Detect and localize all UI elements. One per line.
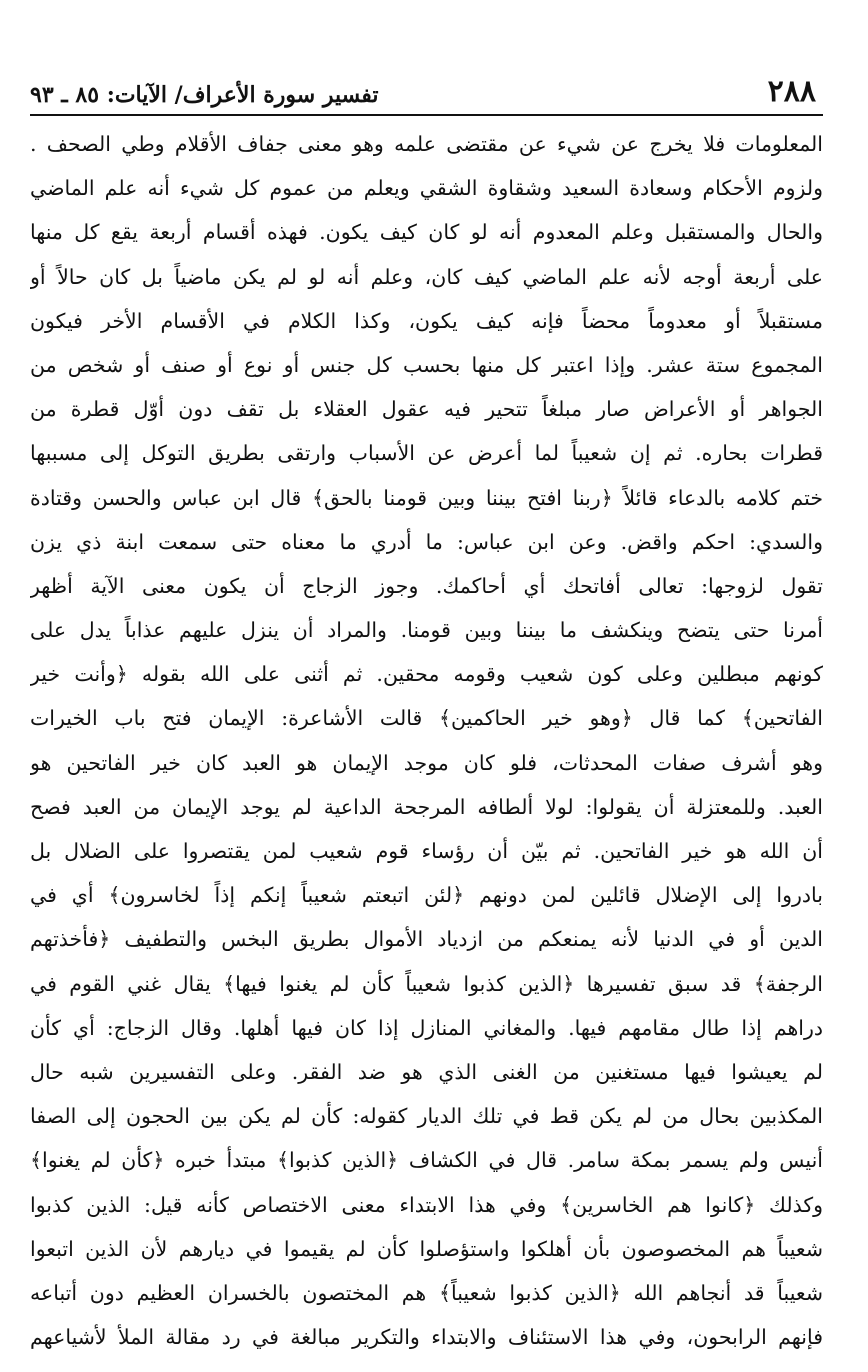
text-line: شعيباً قد أنجاهم الله ﴿الذين كذبوا شعيباً﴾ هم المختصون بالخسران العظيم دون أتباعه [30,1280,823,1305]
running-header [30,70,816,110]
text-line: تقول لزوجها: تعالى أفاتحك أي أحاكمك. وجوز الزجاج أن يكون معنى الآية أظهر [30,573,823,598]
text-line: المعلومات فلا يخرج عن شيء عن مقتضى علمه وهو معنى جفاف الأقلام وطي الصحف . [30,132,823,156]
text-line: المكذبين بحال من لم يكن قط في تلك الديار كقوله: كأن لم يكن بين الحجون إلى الصفا [30,1104,823,1129]
text-line: مستقبلاً أو معدوماً محضاً فإنه كيف يكون، وكذا الكلام في الأقسام الأخر فيكون [30,308,823,333]
text-line: كونهم مبطلين وعلى كون شعيب وقومه محقين. ثم أثنى على الله بقوله ﴿وأنت خير [30,662,823,687]
text-line: قطرات بحاره. ثم إن شعيباً لما أعرض عن الأسباب وارتقى بطريق التوكل إلى مسببها [30,441,823,466]
text-line: دراهم إذا طال مقامهم فيها. والمغاني المنازل إذا كان فيها أهلها. وقال الزجاج: أي كأن [30,1015,823,1040]
text-line: وكذلك ﴿كانوا هم الخاسرين﴾ وفي هذا الابتداء معنى الاختصاص كأنه قيل: الذين كذبوا [30,1192,823,1217]
text-line: على أربعة أوجه لأنه علم الماضي كيف كان، وعلم أنه لو لم يكن ماضياً بل كان حالاً أو [30,264,823,289]
text-line: فإنهم الرابحون، وفي هذا الاستئناف والابتداء والتكرير مبالغة في رد مقالة الملأ لأشياعهم [30,1325,823,1350]
text-line: والسدي: احكم واقض. وعن ابن عباس: ما أدري ما معناه حتى سمعت ابنة ذي يزن [30,529,823,554]
text-line: أنيس ولم يسمر بمكة سامر. قال في الكشاف ﴿الذين كذبوا﴾ مبتدأ خبره ﴿كأن لم يغنوا﴾ [30,1148,823,1173]
text-line: الجواهر أو الأعراض صار مبلغاً تتحير فيه عقول العقلاء بل تقف دون أوّل قطرة من [30,397,823,422]
text-line: ولزوم الأحكام وسعادة السعيد وشقاوة الشقي ويعلم من عموم كل شيء أنه علم الماضي [30,176,823,201]
text-line: أن الله هو خير الفاتحين. ثم بيّن أن رؤساء قوم شعيب لمن يقتصروا على الضلال بل [30,839,823,863]
text-line: الفاتحين﴾ كما قال ﴿وهو خير الحاكمين﴾ قالت الأشاعرة: الإيمان فتح باب الخيرات [30,706,823,731]
text-line: الدين أو في الدنيا لأنه يمنعكم من ازدياد الأموال بطريق البخس والتطفيف ﴿فأخذتهم [30,927,823,952]
text-line: المجموع ستة عشر. وإذا اعتبر كل منها بحسب كل جنس أو نوع أو صنف أو شخص من [30,352,823,377]
text-line: وهو أشرف صفات المحدثات، فلو كان موجد الإيمان هو العبد كان خير الفاتحين هو [30,750,823,775]
text-line: بادروا إلى الإضلال قائلين لمن دونهم ﴿لئن اتبعتم شعيباً إنكم إذاً لخاسرون﴾ أي في [30,883,823,908]
page-number: ٢٨٨ [767,74,816,109]
text-line: أمرنا حتى يتضح وينكشف ما بيننا وبين قومنا. والمراد أن ينزل عليهم عذاباً يدل على [30,618,823,643]
text-line: ختم كلامه بالدعاء قائلاً ﴿ربنا افتح بيننا وبين قومنا بالحق﴾ قال ابن عباس والحسن وقتادة [30,485,823,510]
text-line: لم يعيشوا فيها مستغنين من الغنى الذي هو ضد الفقر. وعلى التفسيرين شبه حال [30,1059,823,1084]
header-title: تفسير سورة الأعراف/ الآيات: ٨٥ ـ ٩٣ [30,82,379,108]
text-line: والحال والمستقبل وعلم المعدوم أنه لو كان كيف يكون. فهذه أقسام أربعة يقع كل منها [30,220,823,245]
text-line: الرجفة﴾ قد سبق تفسيرها ﴿الذين كذبوا شعيباً كأن لم يغنوا فيها﴾ يقال غني القوم في [30,971,823,996]
text-line: شعيباً هم المخصوصون بأن أهلكوا واستؤصلوا كأن لم يقيموا في ديارهم لأن الذين اتبعوا [30,1236,823,1261]
text-line: العبد. وللمعتزلة أن يقولوا: لولا ألطافه المرجحة الداعية لم يوجد الإيمان من العبد فصح [30,794,823,819]
tafsir-body-text [30,122,823,1359]
header-divider [30,114,823,116]
